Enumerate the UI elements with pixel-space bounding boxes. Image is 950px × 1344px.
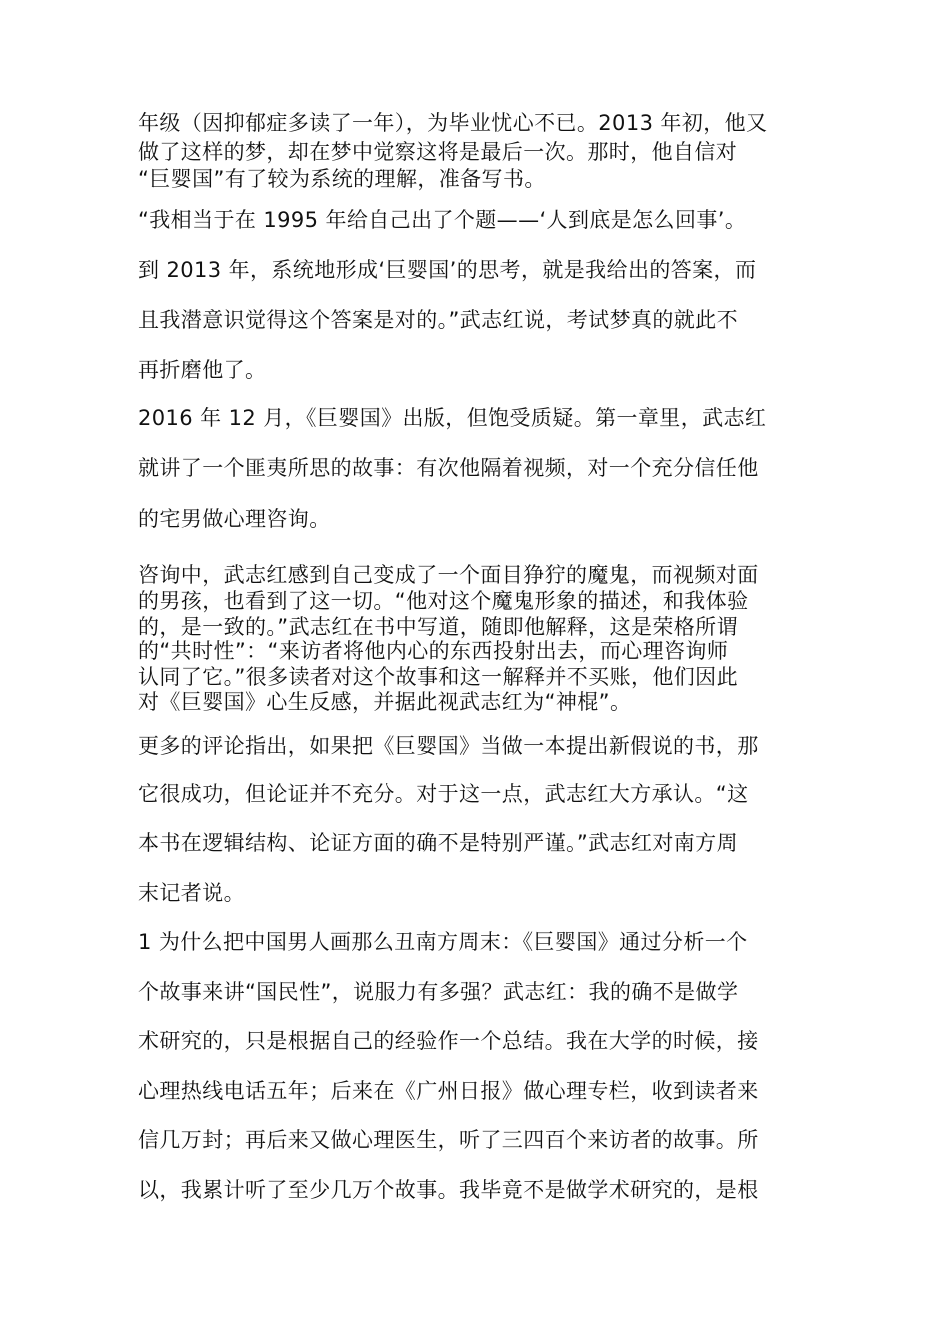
paragraph-line: 就讲了一个匪夷所思的故事：有次他隔着视频，对一个充分信任他 xyxy=(138,456,759,480)
paragraph-line: 它很成功，但论证并不充分。对于这一点，武志红大方承认。“这 xyxy=(138,782,749,806)
paragraph-line: 的宅男做心理咨询。 xyxy=(138,507,331,531)
paragraph-line: 再折磨他了。 xyxy=(138,358,267,382)
paragraph-line: 信几万封；再后来又做心理医生，听了三四百个来访者的故事。所 xyxy=(138,1128,759,1152)
paragraph-line: 本书在逻辑结构、论证方面的确不是特别严谨。”武志红对南方周 xyxy=(138,831,738,855)
paragraph-line: 个故事来讲“国民性”，说服力有多强？武志红：我的确不是做学 xyxy=(138,980,739,1004)
paragraph-line: 2016 年 12 月，《巨婴国》出版，但饱受质疑。第一章里，武志红 xyxy=(138,406,767,430)
paragraph-line: 的，是一致的。”武志红在书中写道，随即他解释，这是荣格所谓 xyxy=(138,615,738,639)
paragraph-line: 对《巨婴国》心生反感，并据此视武志红为“神棍”。 xyxy=(138,690,632,714)
paragraph-line: 术研究的，只是根据自己的经验作一个总结。我在大学的时候，接 xyxy=(138,1029,759,1053)
paragraph-line: “我相当于在 1995 年给自己出了个题——‘人到底是怎么回事’。 xyxy=(138,208,747,232)
paragraph-line: 末记者说。 xyxy=(138,881,245,905)
paragraph-line: 更多的评论指出，如果把《巨婴国》当做一本提出新假说的书，那 xyxy=(138,734,759,758)
paragraph-line: “巨婴国”有了较为系统的理解，准备写书。 xyxy=(138,167,546,191)
paragraph-line: 做了这样的梦，却在梦中觉察这将是最后一次。那时，他自信对 xyxy=(138,140,738,164)
paragraph-line: 年级（因抑郁症多读了一年），为毕业忧心不已。2013 年初，他又 xyxy=(138,111,768,135)
paragraph-line: 心理热线电话五年；后来在《广州日报》做心理专栏，收到读者来 xyxy=(138,1079,759,1103)
paragraph-line: 且我潜意识觉得这个答案是对的。”武志红说，考试梦真的就此不 xyxy=(138,308,738,332)
paragraph-line: 的“共时性”：“来访者将他内心的东西投射出去，而心理咨询师 xyxy=(138,639,729,663)
paragraph-line: 以，我累计听了至少几万个故事。我毕竟不是做学术研究的，是根 xyxy=(138,1178,759,1202)
paragraph-line: 咨询中，武志红感到自己变成了一个面目狰狞的魔鬼，而视频对面 xyxy=(138,563,759,587)
paragraph-line: 1 为什么把中国男人画那么丑南方周末：《巨婴国》通过分析一个 xyxy=(138,930,748,954)
paragraph-line: 到 2013 年，系统地形成‘巨婴国’的思考，就是我给出的答案，而 xyxy=(138,258,757,282)
paragraph-line: 的男孩，也看到了这一切。“他对这个魔鬼形象的描述，和我体验 xyxy=(138,589,749,613)
paragraph-line: 认同了它。”很多读者对这个故事和这一解释并不买账，他们因此 xyxy=(138,665,738,689)
